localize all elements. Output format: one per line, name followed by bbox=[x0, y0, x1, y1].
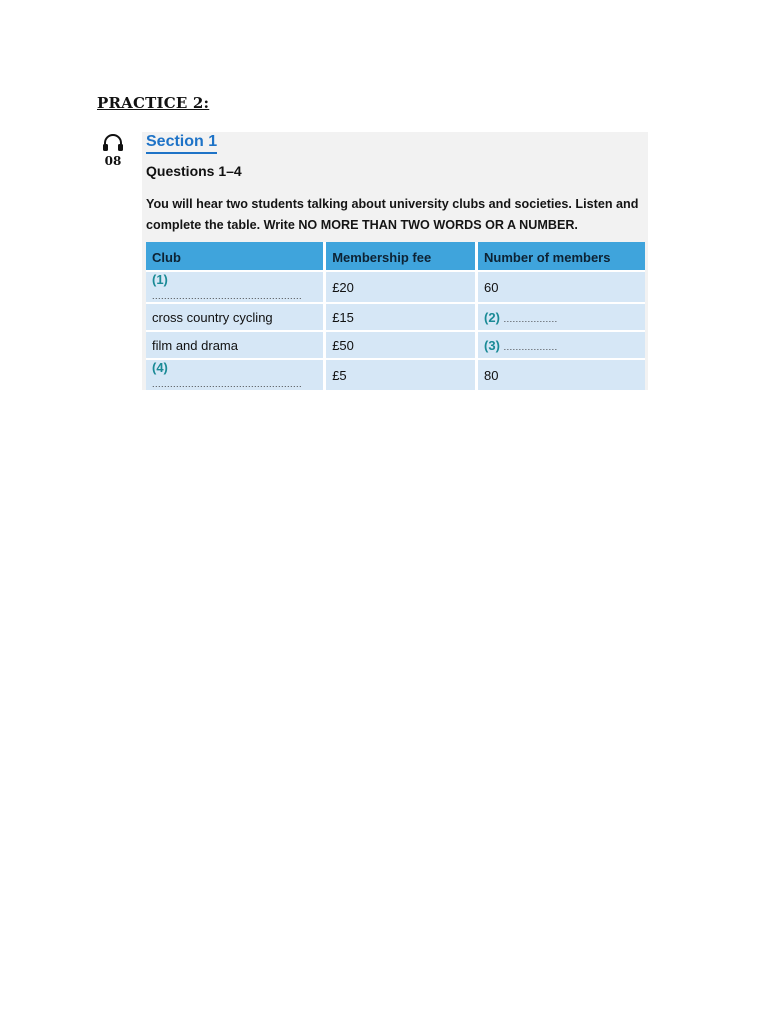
question-number: (4) bbox=[152, 360, 168, 375]
members-cell bbox=[477, 359, 645, 391]
page-title: PRACTICE 2: bbox=[97, 94, 210, 112]
members-count: 80 bbox=[484, 367, 499, 383]
club-cell bbox=[146, 331, 325, 359]
table-row bbox=[146, 331, 645, 359]
header-club: Club bbox=[146, 242, 325, 271]
question-number: (3) bbox=[484, 337, 500, 353]
question-number: (1) bbox=[152, 272, 168, 287]
header-membership-fee: Membership fee bbox=[325, 242, 477, 271]
fee-cell: £5 bbox=[325, 359, 477, 391]
club-name: film and drama bbox=[152, 337, 238, 353]
instructions: You will hear two students talking about university clubs and societies. Listen and complete the table. Write NO MORE THAN TWO WORDS OR A NUMBER. bbox=[146, 197, 639, 232]
club-cell bbox=[146, 271, 325, 303]
question-scan bbox=[142, 132, 648, 390]
club-name: cross country cycling bbox=[152, 309, 273, 325]
club-cell bbox=[146, 303, 325, 331]
table-header-row bbox=[146, 242, 645, 271]
audio-track bbox=[100, 134, 126, 168]
members-cell bbox=[477, 303, 645, 331]
table-row bbox=[146, 359, 645, 391]
clubs-table bbox=[146, 242, 645, 392]
table-row bbox=[146, 271, 645, 303]
answer-blank[interactable]: .................................................. bbox=[152, 379, 303, 389]
fee-cell: £50 bbox=[325, 331, 477, 359]
questions-range: Questions 1–4 bbox=[146, 163, 242, 179]
fee-cell: £20 bbox=[325, 271, 477, 303]
headphones-icon bbox=[102, 134, 124, 152]
members-cell bbox=[477, 271, 645, 303]
header-number-of-members: Number of members bbox=[477, 242, 645, 271]
section-title: Section 1 bbox=[146, 133, 217, 154]
members-cell bbox=[477, 331, 645, 359]
question-number: (2) bbox=[484, 309, 500, 325]
answer-blank[interactable]: .................. bbox=[503, 341, 558, 352]
club-cell bbox=[146, 359, 325, 391]
answer-blank[interactable]: .................. bbox=[503, 313, 558, 324]
answer-blank[interactable]: .................................................. bbox=[152, 291, 303, 301]
track-number: 08 bbox=[104, 154, 122, 168]
table-row bbox=[146, 303, 645, 331]
members-count: 60 bbox=[484, 279, 499, 295]
fee-cell: £15 bbox=[325, 303, 477, 331]
